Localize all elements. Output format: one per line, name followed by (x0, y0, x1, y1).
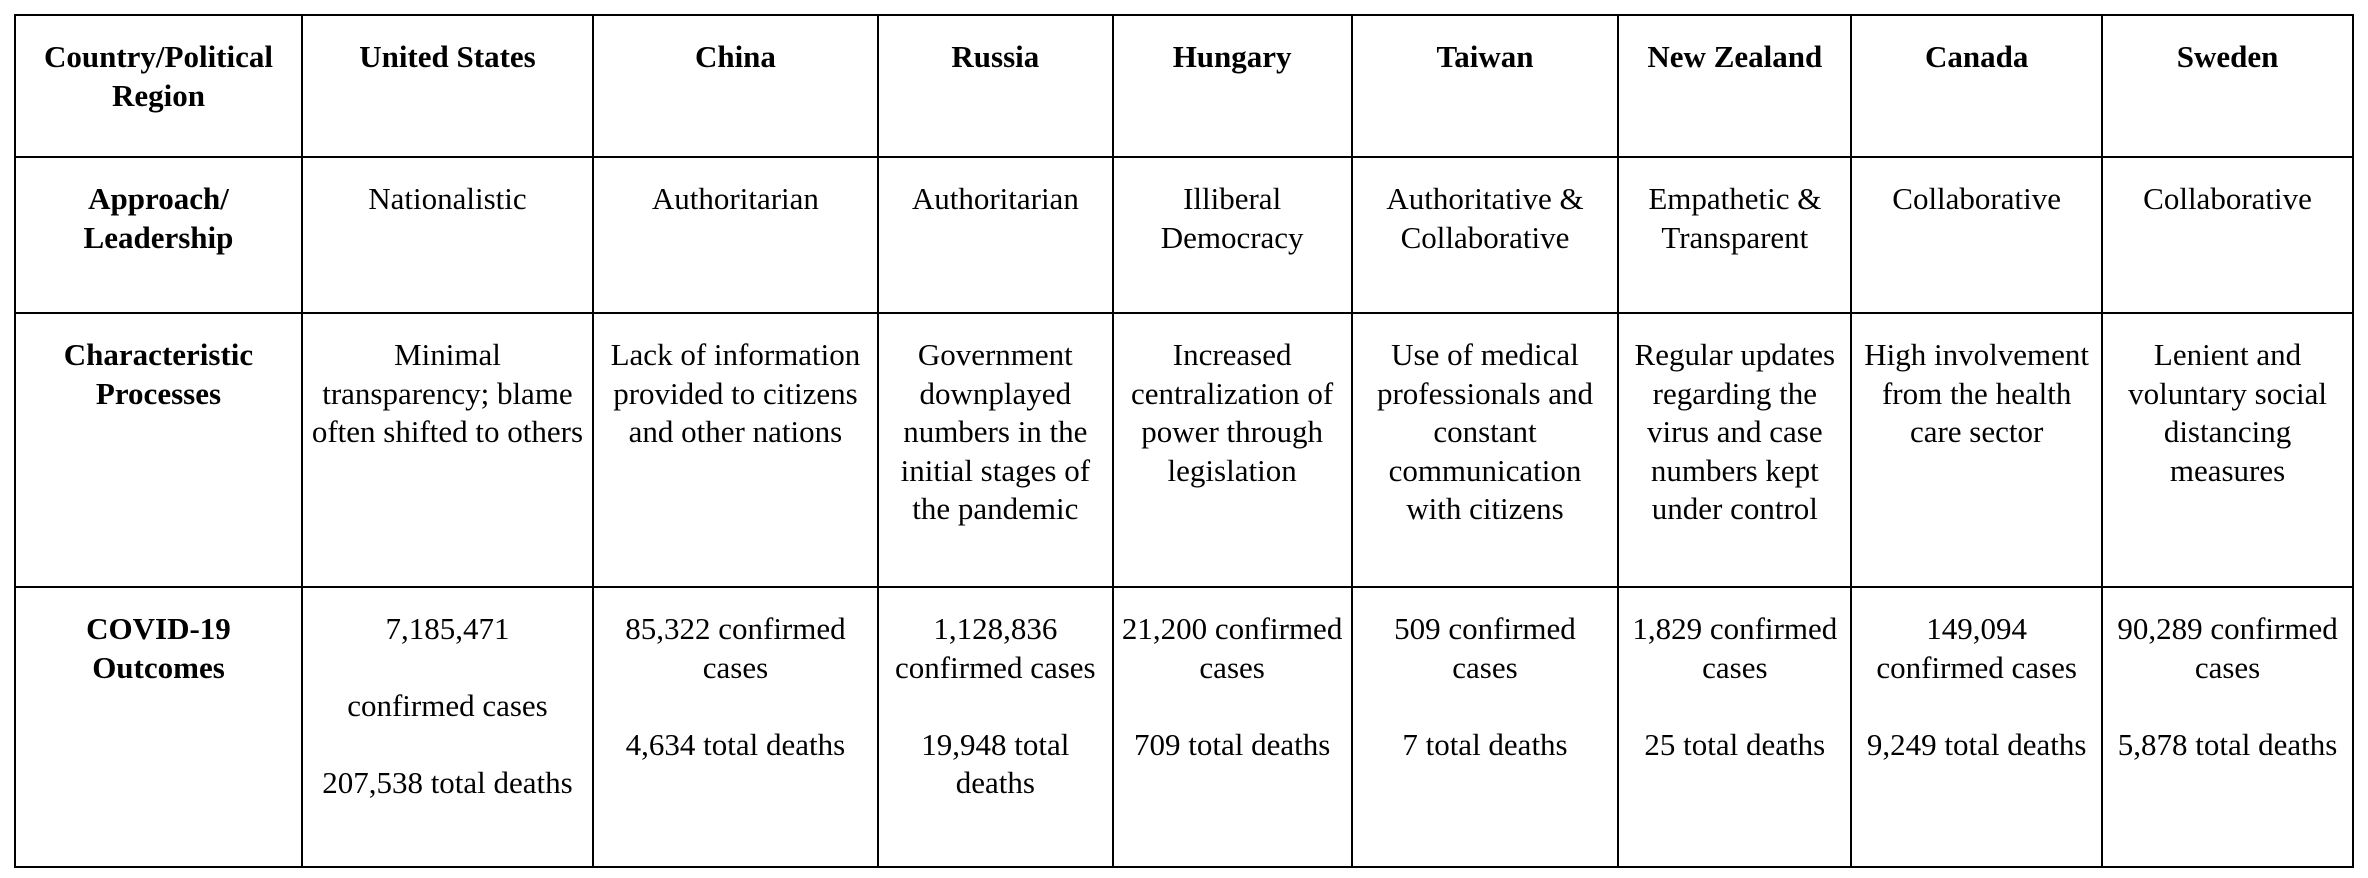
table-row-processes (15, 313, 2353, 587)
table-cell: Lack of information provided to citizens and other nations (593, 313, 878, 587)
table-cell: 149,094 confirmed cases 9,249 total deaths (1851, 587, 2102, 867)
column-header-new-zealand: New Zealand (1618, 15, 1851, 157)
table-row-outcomes (15, 587, 2353, 867)
table-cell: Minimal transparency; blame often shifted to others (302, 313, 593, 587)
column-header-sweden: Sweden (2102, 15, 2353, 157)
comparison-table (14, 14, 2354, 868)
table-cell: Lenient and voluntary social distancing measures (2102, 313, 2353, 587)
table-cell: Regular updates regarding the virus and case numbers kept under control (1618, 313, 1851, 587)
table-cell: 90,289 confirmed cases 5,878 total deaths (2102, 587, 2353, 867)
column-header-taiwan: Taiwan (1352, 15, 1619, 157)
row-label-country: Country/Political Region (15, 15, 302, 157)
table-cell: Increased centralization of power through legislation (1113, 313, 1352, 587)
column-header-canada: Canada (1851, 15, 2102, 157)
column-header-united-states: United States (302, 15, 593, 157)
table-cell: 7,185,471 confirmed cases 207,538 total deaths (302, 587, 593, 867)
table-cell: 1,128,836 confirmed cases 19,948 total deaths (878, 587, 1113, 867)
table-cell: Collaborative (1851, 157, 2102, 313)
table-cell: High involvement from the health care sector (1851, 313, 2102, 587)
table-cell: Collaborative (2102, 157, 2353, 313)
row-label-outcomes: COVID-19 Outcomes (15, 587, 302, 867)
table-cell: Authoritarian (878, 157, 1113, 313)
column-header-hungary: Hungary (1113, 15, 1352, 157)
column-header-china: China (593, 15, 878, 157)
column-header-russia: Russia (878, 15, 1113, 157)
row-label-processes: Characteristic Processes (15, 313, 302, 587)
table-cell: Government downplayed numbers in the initial stages of the pandemic (878, 313, 1113, 587)
table-cell: 85,322 confirmed cases 4,634 total deaths (593, 587, 878, 867)
table-cell: Authoritarian (593, 157, 878, 313)
table-cell: Empathetic & Transparent (1618, 157, 1851, 313)
table-cell: Use of medical professionals and constant communication with citizens (1352, 313, 1619, 587)
table-cell: 509 confirmed cases 7 total deaths (1352, 587, 1619, 867)
table-cell: Nationalistic (302, 157, 593, 313)
row-label-approach: Approach/ Leadership (15, 157, 302, 313)
table-cell: Authoritative & Collaborative (1352, 157, 1619, 313)
table-row-approach (15, 157, 2353, 313)
table-row-header (15, 15, 2353, 157)
table-cell: 21,200 confirmed cases 709 total deaths (1113, 587, 1352, 867)
table-cell: 1,829 confirmed cases 25 total deaths (1618, 587, 1851, 867)
table-cell: Illiberal Democracy (1113, 157, 1352, 313)
